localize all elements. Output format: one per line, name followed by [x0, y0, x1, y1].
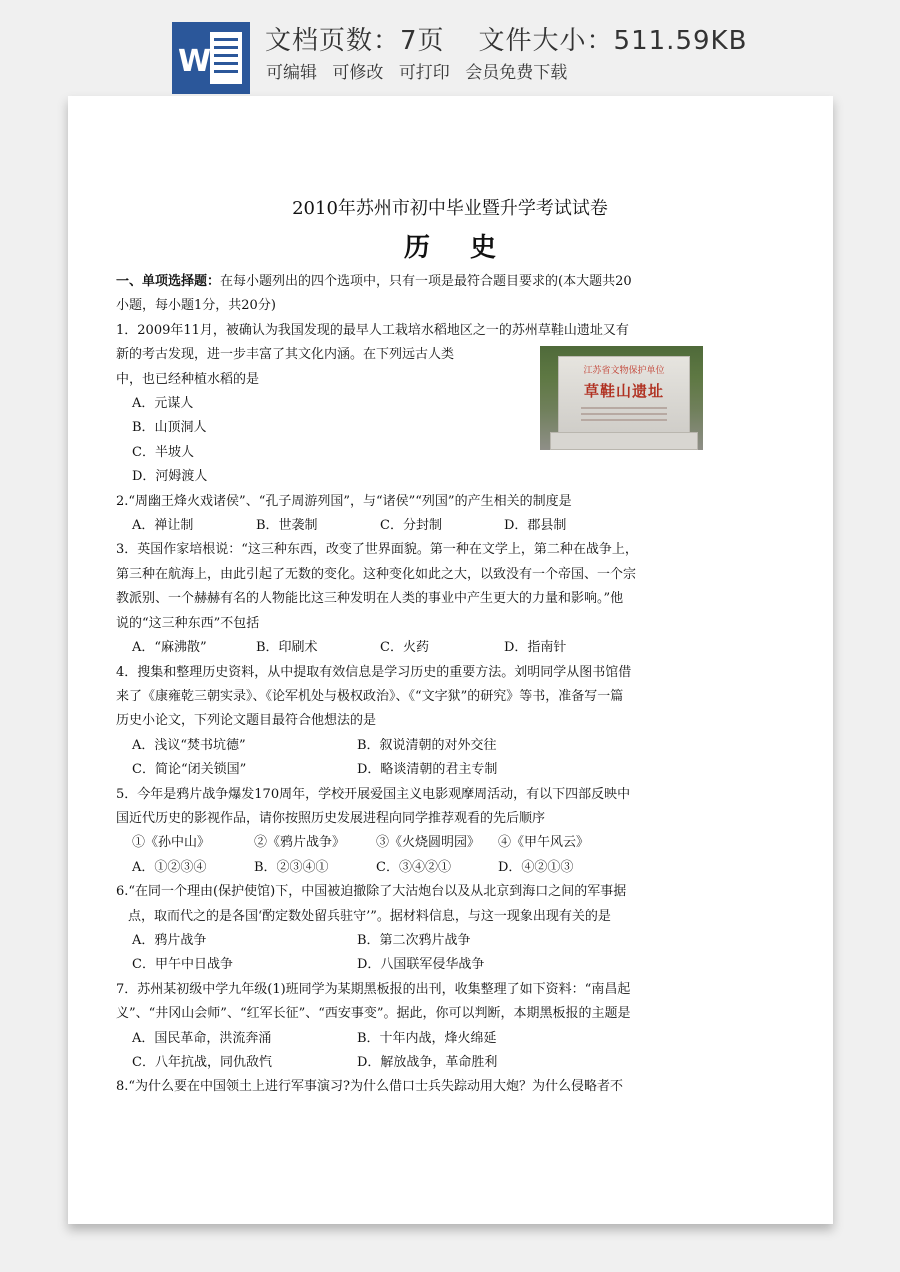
feature-free-download[interactable]: 会员免费下载 — [465, 63, 568, 83]
q7-stem: 7．苏州某初级中学九年级(1)班同学为某期黑板报的出刊，收集整理了如下资料：“南昌起 — [116, 981, 631, 997]
q3-option-c[interactable]: C．火药 — [380, 640, 429, 656]
q6-option-b[interactable]: B．第二次鸦片战争 — [357, 932, 471, 948]
q7-option-d[interactable]: D．解放战争，革命胜利 — [357, 1055, 498, 1070]
q7-options-1 — [116, 1027, 716, 1051]
q5-option-c[interactable]: C．③④②① — [376, 859, 451, 875]
q3-option-b[interactable]: B．印刷术 — [256, 640, 318, 656]
doc-info-line — [265, 20, 747, 57]
exam-title: 2010年苏州市初中毕业暨升学考试试卷 — [292, 198, 608, 219]
q1-option-a[interactable]: A．元谋人 — [132, 396, 194, 412]
q2-option-b[interactable]: B．世袭制 — [256, 518, 318, 534]
word-doc-icon — [172, 22, 250, 94]
q7-stem-2: 义”、“井冈山会师”、“红军长征”、“西安事变”。据此，你可以判断，本期黑板报的主题是 — [116, 1006, 631, 1022]
q5-film-3: ③《火烧圆明园》 — [376, 835, 481, 851]
q2-option-d[interactable]: D．郡县制 — [504, 518, 567, 534]
q2-option-c[interactable]: C．分封制 — [380, 518, 442, 534]
q2-option-a[interactable]: A．禅让制 — [132, 518, 194, 534]
q5-stem: 5．今年是鸦片战争爆发170周年，学校开展爱国主义电影观摩周活动，有以下四部反映中 — [116, 786, 631, 802]
q5-stem-2: 国近代历史的影视作品，请你按照历史发展进程向同学推荐观看的先后顺序 — [116, 810, 546, 826]
q5-options — [116, 856, 716, 880]
q5-film-1: ①《孙中山》 — [132, 835, 211, 851]
feature-modifiable: 可修改 — [332, 63, 384, 83]
q4-options-1 — [116, 734, 716, 758]
q6-stem: 6.“在同一个理由(保护使馆)下，中国被迫撤除了大沽炮台以及从北京到海口之间的军事据 — [116, 884, 627, 900]
q5-film-2: ②《鸦片战争》 — [254, 835, 346, 851]
q3-option-a[interactable]: A．“麻沸散” — [132, 640, 207, 656]
q4-stem-2: 来了《康雍乾三朝实录》、《论军机处与极权政治》、《“文字狱”的研究》等书，准备写一篇 — [116, 688, 624, 704]
q1-stem-2: 新的考古发现，进一步丰富了其文化内涵。在下列远古人类 — [116, 347, 455, 363]
q4-option-b[interactable]: B．叙说清朝的对外交往 — [357, 737, 497, 753]
exam-content — [116, 270, 716, 1100]
q1-option-c[interactable]: C．半坡人 — [132, 444, 194, 460]
q5-option-d[interactable]: D．④②①③ — [498, 859, 574, 875]
q6-options-2 — [116, 953, 716, 977]
q4-option-d[interactable]: D．略谈清朝的君主专制 — [357, 762, 498, 778]
q7-option-b[interactable]: B．十年内战，烽火绵延 — [357, 1030, 497, 1046]
q7-option-c[interactable]: C．八年抗战，同仇敌忾 — [132, 1055, 272, 1070]
feature-list — [266, 58, 577, 83]
q6-stem-2: 点，取而代之的是各国‘酌定数处留兵驻守’”。据材料信息，与这一现象出现有关的是 — [128, 908, 611, 924]
q4-stem: 4．搜集和整理历史资料，从中提取有效信息是学习历史的重要方法。刘明同学从图书馆借 — [116, 664, 632, 680]
q3-options — [116, 636, 716, 660]
stele-name: 草鞋山遗址 — [583, 382, 664, 400]
page-count: 文档页数：7页 — [265, 26, 445, 56]
q8-stem: 8.“为什么要在中国领土上进行军事演习?为什么借口士兵失踪动用大炮？为什么侵略者不 — [116, 1079, 624, 1095]
file-size: 文件大小：511.59KB — [478, 26, 748, 56]
q4-option-a[interactable]: A．浅议“焚书坑德” — [132, 737, 246, 753]
q4-stem-3: 历史小论文，下列论文题目最符合他想法的是 — [116, 713, 377, 729]
q6-option-d[interactable]: D．八国联军侵华战争 — [357, 957, 485, 973]
q4-options-2 — [116, 758, 716, 782]
q2-stem: 2.“周幽王烽火戏诸侯”、“孔子周游列国”，与“诸侯”“列国”的产生相关的制度是 — [116, 493, 572, 509]
q1-option-b[interactable]: B．山顶洞人 — [132, 420, 207, 436]
download-banner — [0, 0, 900, 100]
q6-options-1 — [116, 929, 716, 953]
q5-films — [116, 831, 716, 855]
q5-option-a[interactable]: A．①②③④ — [132, 859, 207, 875]
stele-caption: 江苏省文物保护单位 — [583, 366, 665, 376]
section-desc: 小题，每小题1分，共20分) — [116, 298, 276, 314]
q1-option-d[interactable]: D．河姆渡人 — [132, 469, 208, 485]
q3-option-d[interactable]: D．指南针 — [504, 640, 567, 656]
q3-stem: 3．英国作家培根说：“这三种东西，改变了世界面貌。第一种在文学上，第二种在战争上， — [116, 542, 638, 558]
feature-editable: 可编辑 — [266, 63, 317, 83]
q2-options — [116, 514, 716, 538]
q3-stem-3: 教派别、一个赫赫有名的人物能比这三种发明在人类的事业中产生更大的力量和影响。”他 — [116, 591, 624, 607]
q5-film-4: ④《甲午风云》 — [498, 835, 590, 851]
q6-option-c[interactable]: C．甲午中日战争 — [132, 957, 233, 973]
feature-printable: 可打印 — [398, 63, 450, 83]
q3-stem-2: 第三种在航海上，由此引起了无数的变化。这种变化如此之大，以致没有一个帝国、一个宗 — [116, 566, 637, 582]
q3-stem-4: 说的“这三种东西”不包括 — [116, 615, 260, 631]
q1-stem-3: 中，也已经种植水稻的是 — [116, 371, 260, 387]
subject-title: 历史 — [403, 233, 536, 263]
q5-option-b[interactable]: B．②③④① — [254, 859, 329, 875]
q6-option-a[interactable]: A．鸦片战争 — [132, 932, 207, 948]
q7-options-2 — [116, 1051, 716, 1075]
q7-option-a[interactable]: A．国民革命，洪流奔涌 — [132, 1030, 272, 1046]
svg-text:W: W — [178, 44, 212, 79]
q1-stem: 1．2009年11月，被确认为我国发现的最早人工栽培水稻地区之一的苏州草鞋山遗址又有 — [116, 322, 629, 338]
section-heading: 一、单项选择题：在每小题列出的四个选项中，只有一项是最符合题目要求的(本大题共20 — [116, 274, 632, 289]
q4-option-c[interactable]: C．简论“闭关锁国” — [132, 762, 247, 778]
